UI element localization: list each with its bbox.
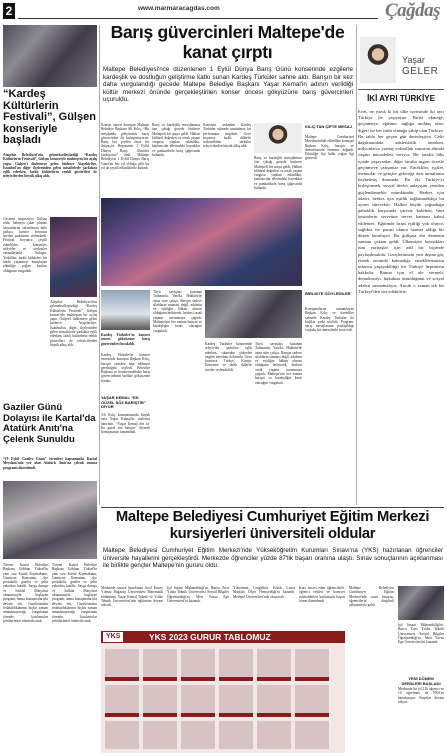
columnist-box [358,25,444,505]
main-col-6: Tüyü savaşları kazanan Trabzonlu, Van'da, Hakkâri'de uzun süre çalıştı. Barışın sadece silahların susması değil, adaletin ve eşitliğin hâkim olması olduğunu belirterek, herkesi ortak yaşamı savunmaya çağırdı. Maltepe'nin her zaman barışın ve kardeşliğin kenti olacağını vurguladı. [153,290,202,333]
columnist-name: Yaşar [402,55,425,65]
bottom-col-6: Merkezde bu yıl 226 öğrenci ve 10 öğretmen ile YKS'ye hazırlanıyor. Kayıtlar devam ediyor. [398,687,444,704]
main-headline: Barış güvercinleri Maltepe'de kanat çırptı [110,22,345,62]
site-url[interactable]: www.marmaracagdas.com [138,5,220,12]
main-col-1: Konser öncesi konuşan Maltepe Belediye Başkanı Ali Kılıç, “Bu meydanda gökyüzünü barış güvercinleri ile buluşturuyoruz. Barış her şeyden önce bir ihtiyaçtır. Hepimizin 1 Eylül Dünya Barış Günü'nü kutluyoruz” dedi. Maltepe Belediyesi 1 Eylül Dünya Barış Günü'nü her yıl olduğu gibi bu yıl da çeşitli etkinliklerle kutladı. [101,123,149,170]
header-rule [18,18,378,19]
ataturk-headline: Gaziler Günü Dolayısı ile Kartal'da Atatürk Anıtı'na Çelenk Sunuldu [3,402,96,445]
photo-caption: Kardeş Türküler'in konseri öncesi gökyüzüne barış güvercinleri bırakıldı. [101,333,150,346]
column-divider-2 [356,25,357,505]
main-col-5a: Kardeş Türküler'in konseri öncesinde konuşan Başkan Kılıç, barışın yeniden inşa edilmesi gerektiğini söyledi. Belediye Başkanı ve beraberindekiler barış güvercinlerini birlikte gökyüzüne bıraktı. [101,353,150,383]
bottom-col-2: Işıl İnşaat Mühendisliği'ni, Burcu Zırıs Yıldız Teknik Üniversitesi Sosyal Bilgiler Öğretmenliği'ni, Mert Yavuz Ege Üniversitesi'ni kazandı. [167,586,229,603]
bottom-story [101,509,444,754]
column-body: Evet, ne yazık ki bir ülke içerisinde iki ayrı Türkiye ile yaşıyoruz. Birisi ekmeğe, geçinmeye, eğitime, sağlığa muhtaç olan; diğeri ise her türlü olanağa sahip olan Türkiye. Bu tablo her geçen gün derinleşiyor. Gelir dağılımındaki adaletsizlik artarken, milyonlarca yurttaş yoksulluk sınırının altında yaşam mücadelesi veriyor. Bir tarafta lüks içinde yaşayanlar, diğer tarafta asgari ücretle geçinmeye çalışanlar var. Emekliler, işçiler, memurlar ve gençler geleceğe dair umutlarını kaybetmiş durumda. Bu iki Türkiye'yi birleştirmek, sosyal devlet anlayışını yeniden güçlendirmekle mümkündür. Herkes için adalet, herkes için eşitlik sağlanmadıkça bu ayrım sürecektir. Halkın büyük çoğunluğu pahalılık karşısında çaresiz kalırken, bazı kesimlerin servetine servet katması kabul edilemez. Eğitimde fırsat eşitliği yok oluyor, sağlıkta ise parası olanın hizmet aldığı bir düzen kuruluyor. Bu gidişata dur demenin zamanı çoktan geldi. Ülkemizin kaynakları tüm yurttaşlar için adil bir biçimde paylaşılmalıdır. Gençlerimizin yurt dışına göç etmek zorunda kalmadığı, emeklilerimizin insanca yaşayabildiği bir Türkiye hepimizin hakkıdır. Bunun için el ele vermeli, demokrasiyi, hukukun üstünlüğünü ve sosyal adaleti savunmalıyız. Ancak o zaman tek bir Türkiye'den söz edebiliriz. [358,109,444,294]
main-col-7: Kardeş Türküler konserinde izleyiciler şarkılara eşlik ederken, sahneden yükselen ezgiler meydanı doldurdu. Gece boyunca Türkçe, Kürtçe, Ermenice ve farklı dillerde eserler seslendirildi. [205,342,252,372]
page-number: 2 [3,3,15,19]
bottom-lead: Maltepe Belediyesi Cumhuriyet Eğitim Merkezi'nde Yükseköğretim Kurumları Sınavı'na (YKS) hazırlanan öğrenciler üniversite hayallerini gerçekleştirdi. Merkezde öğrenciler yüzde 87'lik başarı oranına ulaştı. Sınav sonuçlarının açıklanması ile birlikte gençler Maltepe'nin gururu oldu. [103,547,443,570]
yasar-kemal-subhead: YAŞAR KEMAL “EN GÜZEL SÖZ BARIŞTIR” DİYOR [101,395,146,410]
yks-banner-title: YKS 2023 GURUR TABLOMUZ [149,632,271,642]
columnist-rule [358,89,444,90]
bottom-col-5: Maltepe Belediyesi Cumhuriyet Eğitim Merkezi'nde sınav başarısı, öğrencilerin disiplinli çalışmasıyla geldi. [349,586,394,608]
main-col-2: Barış ve kardeşlik mesajlarının öne çıktığı gecede binlerce Maltepeli bir araya geldi. Halkın kültürel değerleri ve ortak yaşam vurgusu yapılan etkinlikte, katılımcılar ellerindeki bayraklar ve pankartlarla barış çağrısında bulundu. [152,123,200,158]
main-col-4-subhead [305,123,354,131]
bottom-col-3: Yönetimin Cengelkös Erkek Lisesi Mustafa Ölçer Hemşireliği'ni kazandı. Medipol Üniversitesi'nde okuyacak. [233,586,295,599]
main-col-8: Konuşmalarını tamamlayan Başkan Kılıç ve davetliler sahnede Kardeş Türküler ile birlikte şarkı söyledi. Program, barış mesajlarının paylaşıldığı coşkulu bir atmosferde sona erdi. [305,307,354,333]
birlikte-subhead: BİRLİKTE GÖYLEDİLER [305,291,351,296]
bottom-rule [101,507,444,508]
bottom-col-6a: Işıl İnşaat Mühendisliği'ni, Burcu Zırıs Yıldız Teknik Üniversitesi Sosyal Bilgiler Öğretmenliği'ni, Mert Yavuz Ege Üniversitesi'ni kazandı. [398,623,444,645]
festival-body-2: Ataşehir Belediyesi'nin gelenekselleştirdiği “Kardeş Kültürlerin Festivali”, Gülşen konseriyle muhteşem bir açılış yaptı. Gülşen'i dinlemeye gelen binlerce Ataşehirliye, İstanbul'un diğer ilçelerinden gelen misafirlerle şarkılara eşlik ederken, farklı kültürlerin renkli gösterileri de izleyicilerden büyük alkış aldı. [50,300,97,347]
bottom-col-4: Kurs öncesi eden öğrencilerle, öğrenci velileri ve kursiyer müteahhitleri katılımıyla başarı töreni düzenlendi. [299,586,345,603]
bottom-headline: Maltepe Belediyesi Cumhuriyet Eğitim Merkezi kursiyerleri üniversiteli oldular [115,509,430,542]
concert-photo [101,198,302,286]
column-title: İKİ AYRI TÜRKİYE [367,94,435,103]
ceremony-photo [3,481,97,559]
masthead-logo: Çağdaş [385,0,441,21]
main-col-5b: Ali Kılıç konuşmasında büyük usta Yaşar Kemal'in sözlerini hatırlattı. “Yaşar Kemal der ki: En güzel söz barıştır” diyerek konuşmasını tamamladı. [101,413,150,435]
festival-body: Gecenin sürpriziyse Gülşen oldu. Sahneye çıkar çıkmaz hayranlarını selamlayan ünlü şarkıcı, konser boyunca sevilen şarkılarını seslendirdi. Festival boyunca çeşitli etkinlikler, konserler, atölyeler ve söyleşiler vatandaşlarla buluştu. Yetkililer, farklı kültürleri bir arada yaşatmayı amaçlayan etkinliğe yoğun katılım olduğunu vurguladı. [3,217,47,273]
festival-lead: Ataşehir Belediyesi'nin gelenekselleştirdiği “Kardeş Kültürlerin Festivali”, Gülşen konseriyle muhteşem bir açılış yaptı. Gülşen'i dinlemeye gelen binlerce Ataşehirliye, İstanbul'un diğer ilçelerinden gelen misafirlerle şarkılara eşlik ederken, farklı kültürlerin renkli gösterileri de izleyicilerden büyük alkış aldı. [3,153,97,179]
festival-headline: “Kardeş Kültürlerin Festivali”, Gülşen konseriyle başladı [3,88,96,146]
yks-table [101,643,345,753]
new-term-subhead: YENİ DÖNEM DERSLERİ BAŞLADI [401,676,441,686]
main-story [101,22,354,505]
main-col-3b: Barış ve kardeşlik mesajlarının öne çıktığı gecede binlerce Maltepeli bir araya geldi. Halkın kültürel değerleri ve ortak yaşam vurgusu yapılan etkinlikte, katılımcılar ellerindeki bayraklar ve pankartlarla barış çağrısında bulundu. [254,156,302,191]
columnist-portrait [360,37,396,83]
students-photo [398,586,444,620]
ataturk-body-2: Törene Kartal Belediye Başkanı Gökhan Yüksel'in yanı sıra Kartal Kaymakamı, Garnizon Komutanı, ilçe protokolü, gaziler ve şehit yakınları katıldı. Saygı duruşu ve İstiklal Marşı'nın okunmasıyla başlayan program, anma konuşmalarıyla devam etti. Gazilerimizin fedakârlıklarının hiçbir zaman unutulmayacağı vurgulanan törende, katılımcılar şehitlerimizi rahmetle andı. [52,563,97,623]
singer-photo [50,217,97,297]
doves-photo [101,290,150,330]
main-lead: Maltepe Belediyesi'nce düzenlenen 1 Eylül Dünya Barış Günü konserinde ezgilerle kardeşlik ve dostluğun geliştirme katkı sunan Kardeş Türküler sahne aldı. Barışın bir kez daha vurgulandığı gecede Maltepe Belediye Başkanı Yaşar Kemal'in adının verildiği kültür merkezi önünde gerçekleştirilen konser öncesi gökyüzüne barış güvercinleri uçuruldu. [103,66,353,104]
mayor-portrait-1 [254,123,302,153]
column-divider [99,25,100,505]
ataturk-lead: “19 Eylül Gaziler Günü” törenleri kapsamında Kartal Meydanı'nda yer alan Atatürk Anıtı'na çelenk sunma programı düzenlendi. [3,457,97,470]
main-col-3: Konserin ardından Kardeş Türküler sahnede unutulmaz bir performans sergiledi. Gece boyunca farklı dillerde seslendirilen türküler izleyicilerden büyük alkış aldı. [203,123,251,149]
main-col-7b: Tüyü savaşları kazanan Trabzonlu, Van'da, Hakkâri'de uzun süre çalıştı. Barışın sadece silahların susması değil, adaletin ve eşitliğin hâkim olması olduğunu belirterek, herkesi ortak yaşamı savunmaya çağırdı. Maltepe'nin her zaman barışın ve kardeşliğin kenti olacağını vurguladı. [255,342,302,385]
left-column [3,25,97,753]
audience-photo [205,290,302,338]
main-col-4: Maltepe Cumhuriyet Meydanı'ndaki etkinlikte konuşan Başkan Kılıç, barışın ve demokrasinin önemine değindi. Etkinliğe ilçe halkı yoğun ilgi gösterdi. [305,135,354,161]
yks-badge: YKS [103,632,123,642]
kilic-subhead: KILIÇ'TAN ÇİFTE MESAJ [305,124,352,129]
columnist-surname: GELER [402,66,439,77]
yks-table-grid [101,643,345,753]
bottom-col-1: Merkezde sınava hazırlanan Arsil Kuzey Yılmaz Boğaziçi Üniversitesi Matematik bölümünü, Yaşar Kemal Teknik ve Yıldız Teknik Üniversitesi'nde eğitimine devam edecek. [101,586,163,608]
yks-banner [101,631,345,643]
festival-photo [3,25,97,87]
ataturk-body: Törene Kartal Belediye Başkanı Gökhan Yüksel'in yanı sıra Kartal Kaymakamı, Garnizon Komutanı, ilçe protokolü, gaziler ve şehit yakınları katıldı. Saygı duruşu ve İstiklal Marşı'nın okunmasıyla başlayan program, anma konuşmalarıyla devam etti. Gazilerimizin fedakârlıklarının hiçbir zaman unutulmayacağı vurgulanan törende, katılımcılar şehitlerimizi rahmetle andı. [3,563,48,623]
